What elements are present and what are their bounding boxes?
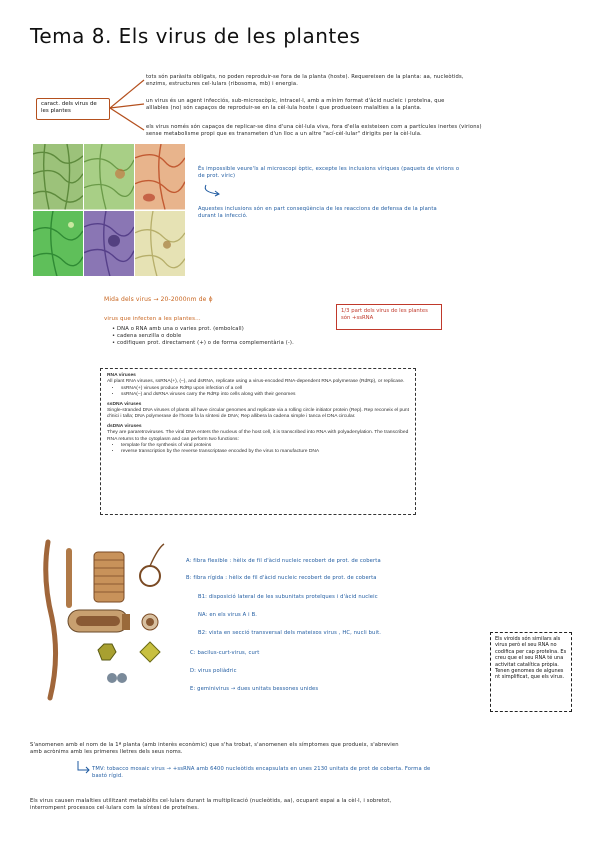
page-title: Tema 8. Els virus de les plantes — [30, 24, 361, 48]
naming-note: S'anomenen amb el nom de la 1ª planta (amb interès econòmic) que s'ha trobat, s'anomenen els símptomes que produeix, s'abrevien amb acrònims amb les primeres lletres dels seus noms. — [30, 742, 399, 755]
icosahedral-virus-icon — [140, 642, 160, 662]
morphology-b: B: fibra rígida : hèlix de fil d'àcid nucleic recobert de prot. de coberta — [186, 575, 377, 581]
micro-note-1: És impossible veure'ls al microscopi òptic, excepte les inclusions víriques (paquets de virions o de prot. víric) — [198, 166, 460, 179]
flexible-rod-virus-icon — [46, 542, 56, 698]
photo-purple-cells — [84, 211, 134, 277]
list-item: • ssRNA(–) and dsRNA viruses carry the RdRp into cells along with their genomes — [121, 392, 409, 398]
dsdna-text: They are pararetroviruses. The viral DNA enters the nucleus of the host cell, it is transcribed into RNA with polyadenylation. The transcribed RNA returns to the cytoplasm and can perform two functions: — [107, 430, 409, 442]
list-item: • reverse transcription by the reverse transcriptase encoded by the virus to manufacture DNA — [121, 449, 409, 455]
list-item: • DNA o RNA amb una o varies prot. (embolcall) — [112, 326, 244, 332]
rna-title: RNA viruses — [107, 373, 136, 378]
connector-arrows — [110, 74, 146, 134]
char-note-1: tots són paràsits obligats, no poden reproduir-se fora de la planta (hoste). Requereixen de la planta: aa, nucleòtids, enzims, estructures cel·lulars (ribosoma, mb) i energia. — [146, 74, 464, 87]
final-note: Els virus causen malalties utilitzant metabòlits cel·lulars durant la multiplicació (nucleòtids, aa), ocupant espai a la cèl·l, i sobretot, interrompent processos cel·lulars com la síntesi de proteïnes. — [30, 798, 392, 811]
list-item: • codifiquen prot. directament (+) o de forma complementària (-). — [112, 340, 294, 346]
photo-pale-cells — [135, 211, 185, 277]
dsdna-title: dsDNA viruses — [107, 423, 142, 429]
list-item: • template for the synthesis of viral proteins — [121, 443, 409, 449]
helical-detail-icon — [94, 552, 124, 602]
microscopy-photo-grid — [33, 144, 185, 276]
arrow-down-right-icon — [76, 760, 92, 776]
curved-arrow-icon — [200, 184, 224, 198]
ssdna-title: ssDNA viruses — [107, 401, 142, 407]
micro-note-2: Aquestes inclusions són en part conseqüència de les reaccions de defensa de la planta durant la infecció. — [198, 206, 437, 219]
virus-morphology-figure — [38, 538, 178, 706]
morphology-c: C: bacilus-curt-virus, curt — [190, 650, 260, 656]
cross-section-icon — [140, 566, 160, 586]
characteristics-box: caract. dels virus de les plantes — [36, 98, 110, 120]
morphology-a: A: fibra flexible : hèlix de fil d'àcid nucleic recobert de prot. de coberta — [186, 558, 381, 564]
list-item: • ssRNA(+) viruses produce RdRp upon infection of a cell — [121, 386, 409, 392]
photo-green-cells — [33, 144, 83, 210]
polyhedral-virus-icon — [98, 644, 116, 660]
third-of-viruses-box: 1/3 part dels virus de les plantes són +ssRNA — [336, 304, 442, 330]
viroids-note-box: Els viroids són similars als virus però el seu RNA no codifica per cap proteïna. Es creu que el seu RNA té una activitat catalítica pròpia. Tenen genomes de algunes nt simplificat, que els virus. — [490, 632, 572, 712]
virus-genome-types-box — [100, 368, 416, 515]
list-item: • cadena senzilla o doble — [112, 333, 182, 339]
morphology-d: D: virus poliàdric — [190, 668, 237, 674]
geminivirus-icon — [107, 673, 117, 683]
photo-bright-green-cells — [33, 211, 83, 277]
char-note-2: un virus és un agent infecciós, sub-microscòpic, intracel·l, amb a mínim format d'àcid nucleic i proteïna, que aïllables (no) són capaços de reproduir-se en la cèl·lula hoste i que produeixen malalties a la planta. — [146, 98, 445, 111]
char-note-3: els virus només són capaços de replicar-se dins d'una cèl·lula viva, fora d'ella existeixen com a partícules inertes (virions) sense metabolisme propi que es transmeten d'un lloc a un altre "ací-cèl·lular" dirigits per la cèl·lula. — [146, 124, 482, 137]
morphology-na: NA: en els virus A i B. — [198, 612, 258, 618]
morphology-e: E: geminivirus → dues unitats bessones unides — [190, 686, 319, 692]
ssdna-text: Single-stranded DNA viruses of plants all have circular genomes and replicate via a rolling circle initiator protein (Rep). Rep reconeix el punt d'inici i talla; DNA polymerase de l'hoste fa la síntesi de DNA; Rep allibera la cadena simple i tanca el DNA circular. — [107, 408, 410, 420]
virus-infect-heading: virus que infecten a les plantes... — [104, 316, 201, 322]
photo-red-stained-cells — [135, 144, 185, 210]
tmv-note: TMV: tobacco mosaic virus → +ssRNA amb 6400 nucleòtids encapsulats en unes 2130 unitats de prot de coberta. Forma de bastó rígid. — [92, 766, 431, 779]
morphology-b2: B2: vista en secció transversal dels mateixos virus , HC, nucli buit. — [198, 630, 382, 636]
rigid-rod-virus-icon — [66, 548, 72, 608]
photo-green-stained-cells — [84, 144, 134, 210]
rna-text: All plant RNA viruses, ssRNA(+), (–), and dsRNA, replicate using a virus-encoded RNA-dependent RNA polymerase (RdRp), or replicase. — [107, 379, 405, 385]
morphology-b1: B1: disposició lateral de les subunitats proteïques i d'àcid nucleic — [198, 594, 378, 600]
size-line: Mida dels virus → 20-2000nm de ϕ — [104, 296, 213, 303]
